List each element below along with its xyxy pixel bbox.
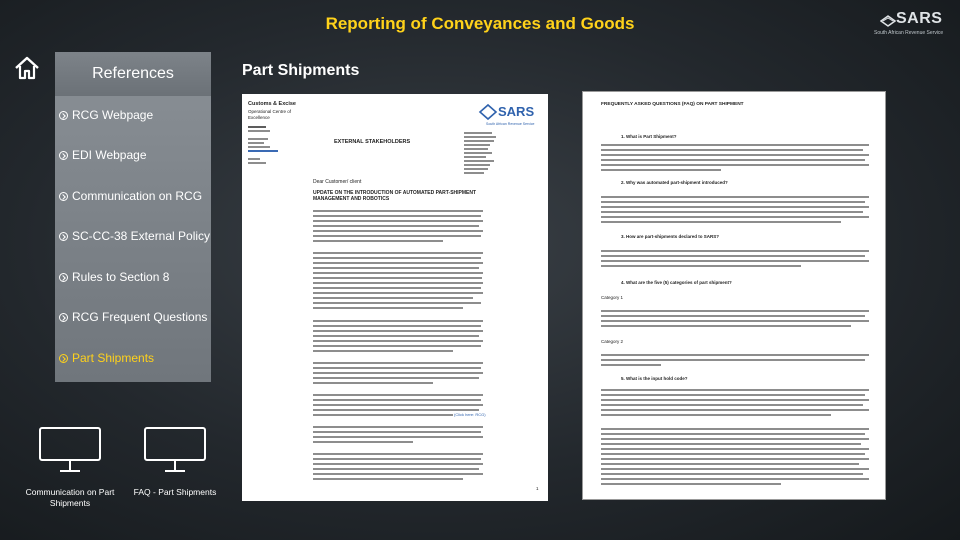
sidebar-item-communication-rcg[interactable] xyxy=(59,189,202,203)
sidebar-item-label: EDI Webpage xyxy=(72,148,147,162)
letter-rcg-link[interactable]: (Click here: RCG) xyxy=(454,412,486,417)
sars-emblem-icon xyxy=(880,14,896,28)
arrow-circle-icon xyxy=(59,313,68,322)
faq-question-1: 1. What is Part Shipment? xyxy=(621,134,677,139)
sidebar-item-rcg-faq[interactable] xyxy=(59,310,207,324)
arrow-circle-icon xyxy=(59,192,68,201)
letter-org: Customs & Excise xyxy=(248,101,296,107)
sidebar-item-label: Rules to Section 8 xyxy=(72,270,170,284)
faq-question-3: 3. How are part-shipments declared to SARS? xyxy=(621,234,720,239)
arrow-circle-icon xyxy=(59,354,68,363)
faq-question-2: 2. Why was automated part-shipment introduced? xyxy=(621,180,728,185)
sidebar-item-label: RCG Webpage xyxy=(72,108,154,122)
letter-logo-sub: South African Revenue Service xyxy=(486,122,535,126)
home-icon[interactable] xyxy=(14,56,40,80)
faq-question-4: 4. What are the five (5) categories of part shipment? xyxy=(621,280,732,285)
sidebar-item-label: Communication on RCG xyxy=(72,189,203,203)
page-title: Reporting of Conveyances and Goods xyxy=(325,14,635,33)
letter-org-sub: Operational Centre of Excellence xyxy=(248,109,292,120)
arrow-circle-icon xyxy=(59,151,68,160)
arrow-circle-icon xyxy=(59,111,68,120)
sars-document-logo-icon xyxy=(478,102,542,124)
arrow-circle-icon xyxy=(59,273,68,282)
letter-recipient: EXTERNAL STAKEHOLDERS xyxy=(334,139,411,145)
sidebar-item-part-shipments[interactable] xyxy=(59,351,154,365)
monitor-icon xyxy=(38,426,102,476)
faq-title: FREQUENTLY ASKED QUESTIONS (FAQ) ON PART SHIPMENT xyxy=(601,102,744,107)
sars-logo-text: SARS xyxy=(896,10,943,27)
arrow-circle-icon xyxy=(59,232,68,241)
sidebar-item-label: Part Shipments xyxy=(72,351,155,365)
faq-question-5: 5. What is the input hold code? xyxy=(621,376,688,381)
letter-subject: UPDATE ON THE INTRODUCTION OF AUTOMATED PART-SHIPMENT MANAGEMENT AND ROBOTICS xyxy=(313,190,477,202)
download-label: FAQ - Part Shipments xyxy=(133,487,217,497)
sars-logo-tagline: South African Revenue Service xyxy=(874,30,944,36)
references-sidebar xyxy=(55,52,211,382)
sidebar-item-label: SC-CC-38 External Policy xyxy=(72,229,211,243)
sidebar-item-sc-cc-38[interactable] xyxy=(59,229,210,243)
svg-text:SARS: SARS xyxy=(498,104,535,119)
faq-category-1: Category 1 xyxy=(601,295,624,300)
sidebar-item-rules-section-8[interactable] xyxy=(59,270,169,284)
section-heading: Part Shipments xyxy=(242,62,360,79)
monitor-icon xyxy=(143,426,207,476)
faq-document-preview[interactable] xyxy=(583,92,885,499)
sidebar-item-label: RCG Frequent Questions xyxy=(72,310,208,324)
letter-salutation: Dear Customer/ client xyxy=(313,179,362,185)
download-label: Communication on Part Shipments xyxy=(25,487,115,508)
sidebar-item-edi-webpage[interactable] xyxy=(59,148,147,162)
faq-category-2: Category 2 xyxy=(601,339,624,344)
sidebar-header: References xyxy=(55,52,211,96)
letter-page-number: 1 xyxy=(536,486,539,491)
letter-document-preview[interactable] xyxy=(242,94,548,501)
sidebar-item-rcg-webpage[interactable] xyxy=(59,108,153,122)
